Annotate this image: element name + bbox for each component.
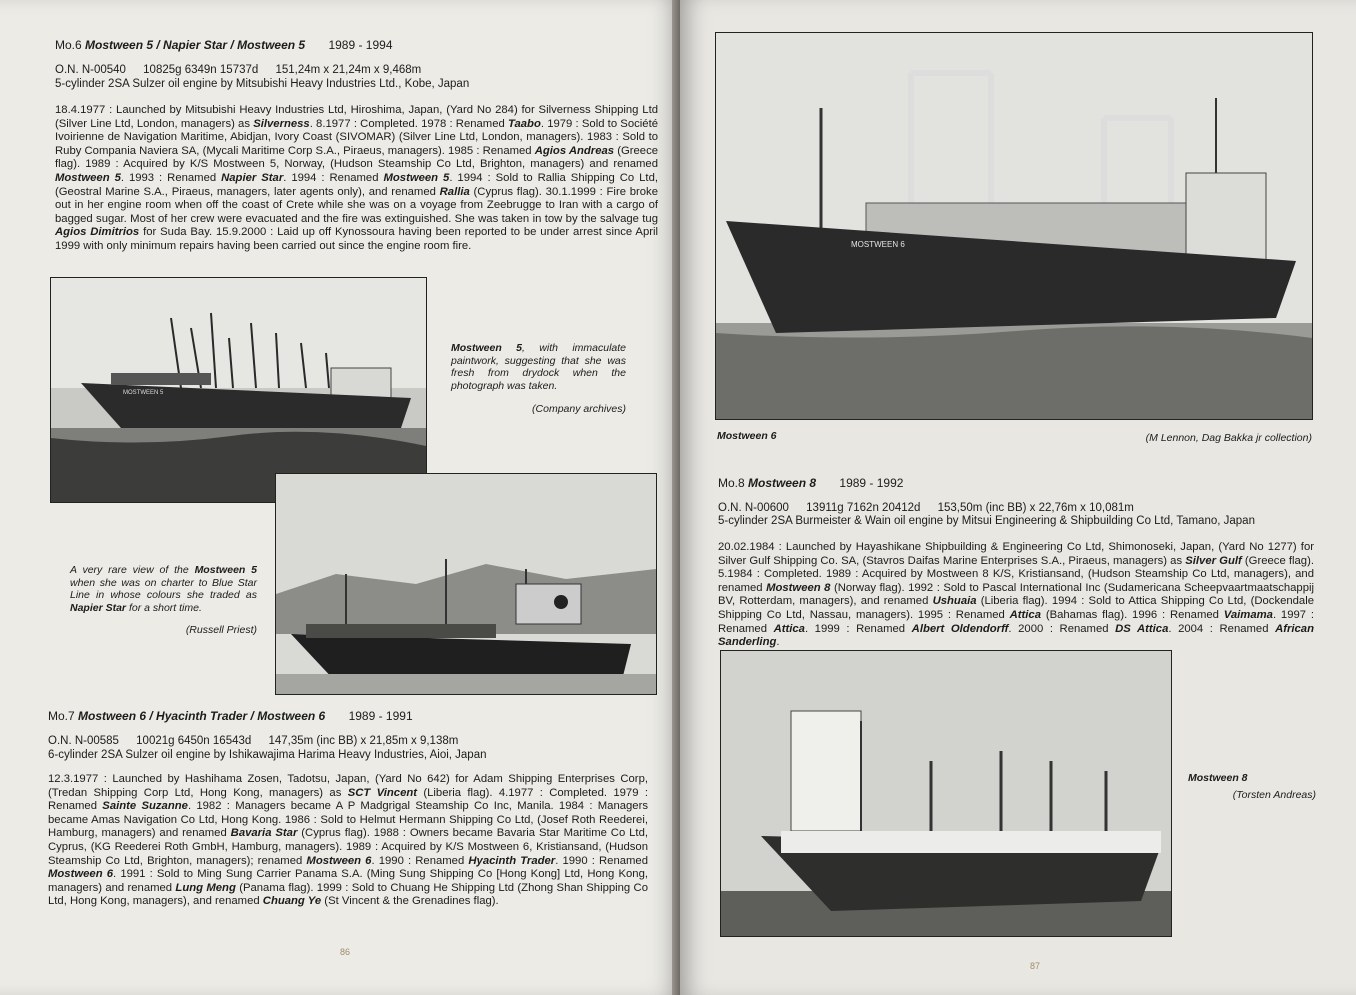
ship-name: Agios Dimitrios bbox=[55, 226, 140, 239]
ship-name: DS Attica bbox=[1115, 622, 1169, 635]
ship-name: Silverness bbox=[253, 117, 310, 130]
entry-heading-mo6 bbox=[55, 38, 393, 52]
dimensions: 153,50m (inc BB) x 22,76m x 10,081m bbox=[937, 502, 1134, 514]
photo4-credit: (Torsten Andreas) bbox=[1232, 789, 1316, 801]
history-text-mo8: 20.02.1984 : Launched by Hayashikane Shipbuilding & Engineering Co Ltd, Shimonoseki, Japan, (Yard No 1277) for Silver Gulf Shipping Co. SA, (Stavros Daifas Marine Enterprises S.A., Piraeus, managers) as Silver Gulf (Greece flag). 5.1984 : Completed. 1989 : Acquired by Mostween 8 K/S, Kristiansand, (Hudson Steamship Co Ltd, managers), and renamed Mostween 8 (Norway flag). 1992 : Sold to Pascal International Inc (Sudamericana Scheepvaartmaatschappij BV, Rotterdam, managers), and renamed Ushuaia (Liberia flag). 1994 : Sold to Attica Shipping Co Ltd, (Dockendale Shipping Co Ltd, Nassau, managers). 1995 : Renamed Attica (Bahamas flag). 1996 : Renamed Vaimama. 1997 : Renamed Attica. 1999 : Renamed Albert Oldendorff. 2000 : Renamed DS Attica. 2004 : Renamed African Sanderling. bbox=[718, 541, 1315, 649]
engine-line-mo8: 5-cylinder 2SA Burmeister & Wain oil engine by Mitsui Engineering & Shipbuilding Co Ltd, Tamano, Japan bbox=[718, 515, 1255, 527]
photo2-credit: (Russell Priest) bbox=[185, 624, 257, 636]
ship-name: Mostween 8 bbox=[766, 581, 831, 594]
entry-heading-mo8 bbox=[718, 476, 903, 490]
ship-name: Ushuaia bbox=[932, 595, 977, 608]
hull-name-text: MOSTWEEN 6 bbox=[851, 240, 905, 249]
ship-name: Rallia bbox=[439, 185, 470, 198]
ship-name: Bavaria Star bbox=[230, 827, 298, 840]
photo3-credit: (M Lennon, Dag Bakka jr collection) bbox=[1145, 432, 1312, 444]
ship-name: Albert Oldendorff bbox=[911, 622, 1009, 635]
hull-name-text: MOSTWEEN 5 bbox=[123, 390, 164, 396]
ship-name: Chuang Ye bbox=[262, 895, 322, 908]
entry-years: 1989 - 1994 bbox=[328, 38, 393, 52]
ship-name: Attica bbox=[1009, 608, 1041, 621]
page-number-left: 86 bbox=[340, 947, 351, 957]
photo-mostween-6 bbox=[715, 32, 1313, 420]
photo-napier-star bbox=[275, 473, 657, 695]
ship-name: Mostween 5 bbox=[383, 171, 450, 184]
entry-number: Mo.6 bbox=[55, 38, 82, 52]
ship-name: Silver Gulf bbox=[1185, 554, 1242, 567]
engine-line-mo7: 6-cylinder 2SA Sulzer oil engine by Ishikawajima Harima Heavy Industries, Aioi, Japan bbox=[48, 749, 487, 761]
ship-name: Hyacinth Trader bbox=[468, 854, 556, 867]
photo-mostween-5-port bbox=[50, 277, 427, 503]
photo4-caption: Mostween 8 bbox=[1188, 772, 1248, 784]
right-page bbox=[680, 0, 1356, 995]
ship-name: Attica bbox=[773, 622, 805, 635]
tonnage: 13911g 7162n 20412d bbox=[806, 502, 921, 514]
entry-number: Mo.8 bbox=[718, 476, 745, 490]
ship-name: Agios Andreas bbox=[534, 144, 615, 157]
dimensions: 147,35m (inc BB) x 21,85m x 9,138m bbox=[268, 735, 459, 747]
ship-name: African Sanderling bbox=[718, 622, 1314, 649]
entry-number: Mo.7 bbox=[48, 709, 75, 723]
official-number: O.N. N-00540 bbox=[55, 64, 126, 76]
ship-name: Mostween 5 bbox=[194, 564, 258, 576]
entry-ship-names: Mostween 5 / Napier Star / Mostween 5 bbox=[85, 38, 306, 52]
ship-name: Vaimama bbox=[1223, 608, 1273, 621]
official-number: O.N. N-00585 bbox=[48, 735, 119, 747]
ship-name: Lung Meng bbox=[175, 881, 236, 894]
tonnage: 10825g 6349n 15737d bbox=[143, 64, 259, 76]
entry-ship-names: Mostween 8 bbox=[748, 476, 817, 490]
ship-name: Napier Star bbox=[221, 171, 284, 184]
ship-name: Mostween 6 bbox=[306, 854, 372, 867]
entry-years: 1989 - 1992 bbox=[839, 476, 904, 490]
entry-heading-mo7 bbox=[48, 709, 413, 723]
photo3-caption: Mostween 6 bbox=[717, 430, 777, 442]
official-number: O.N. N-00600 bbox=[718, 502, 789, 514]
tonnage: 10021g 6450n 16543d bbox=[136, 735, 252, 747]
ship-name: Mostween 6 bbox=[48, 868, 114, 881]
photo1-credit: (Company archives) bbox=[532, 403, 626, 415]
entry-particulars-mo6 bbox=[55, 64, 435, 76]
history-text-mo7: 12.3.1977 : Launched by Hashihama Zosen, Tadotsu, Japan, (Yard No 642) for Adam Shipping Enterprises Corp, (Tredan Shipping Corp Ltd, Hong Kong, managers) as SCT Vincent (Liberia flag). 4.1977 : Completed. 1979 : Renamed Sainte Suzanne. 1982 : Managers became A P Madgrigal Steamship Co Inc, Manila. 1984 : Managers became Amas Navigation Co Ltd, Hong Kong. 1986 : Sold to Helmut Hermann Shipping Co Ltd, (Josef Roth Reederei, Hamburg, managers) and renamed Bavaria Star (Cyprus flag). 1988 : Owners became Bavaria Star Maritime Co Ltd, Cyprus, (KG Reederei Roth GmbH, Hamburg, managers). 1989 : Acquired by K/S Mostween 6, Kristiansand, (Hudson Steamship Co Ltd, Brighton, managers); renamed Mostween 6. 1990 : Renamed Hyacinth Trader. 1990 : Renamed Mostween 6. 1991 : Sold to Ming Sung Carrier Panama S.A. (Ming Sung Shipping Co [Hong Kong] Ltd, Hong Kong, managers) and renamed Lung Meng (Panama flag). 1999 : Sold to Chuang He Shipping Ltd (Zhong Shan Shipping Co Ltd, Hong Kong, managers), and renamed Chuang Ye (St Vincent & the Grenadines flag). bbox=[48, 773, 649, 908]
photo2-caption: A very rare view of the Mostween 5 when she was on charter to Blue Star Line in whose colours she traded as Napier Star for a short time. bbox=[70, 564, 258, 614]
ship-name: Sainte Suzanne bbox=[102, 800, 188, 813]
entry-years: 1989 - 1991 bbox=[348, 709, 413, 723]
history-text-mo6: 18.4.1977 : Launched by Mitsubishi Heavy Industries Ltd, Hiroshima, Japan, (Yard No 284) for Silverness Shipping Ltd (Silver Line Ltd, London, managers) as Silverness. 8.1977 : Completed. 1978 : Renamed Taabo. 1979 : Sold to Société Ivoirienne de Navigation Maritime, Abidjan, Ivory Coast (SIVOMAR) (Silver Line Ltd, London, managers). 1983 : Sold to Ruby Compania Naviera SA, (Mycali Maritime Corp S.A., Piraeus, managers). 1985 : Renamed Agios Andreas (Greece flag). 1989 : Acquired by K/S Mostween 5, Norway, (Hudson Steamship Co Ltd, Brighton, managers) and renamed Mostween 5. 1993 : Renamed Napier Star. 1994 : Renamed Mostween 5. 1994 : Sold to Rallia Shipping Co Ltd, (Geostral Marine S.A., Piraeus, managers, later agents only), and renamed Rallia (Cyprus flag). 30.1.1999 : Fire broke out in her engine room when off the coast of Crete while she was on a voyage from Zeebrugge to Iran with a cargo of bagged sugar. Most of her crew were evacuated and the fire was extinguished. She was taken in tow by the salvage tug Agios Dimitrios for Suda Bay. 15.9.2000 : Laid up off Kynossoura having been reported to be under arrest since April 1999 with only minimum repairs having been carried out since the engine room fire. bbox=[55, 104, 659, 252]
dimensions: 151,24m x 21,24m x 9,468m bbox=[275, 64, 422, 76]
ship-name: Napier Star bbox=[70, 601, 127, 614]
ship-name: Mostween 5 bbox=[451, 342, 522, 354]
photo1-caption: Mostween 5, with immaculate paintwork, suggesting that she was fresh from drydock when the photograph was taken. bbox=[451, 342, 627, 392]
ship-name: Mostween 5 bbox=[55, 171, 121, 184]
page-number-right: 87 bbox=[1030, 961, 1041, 971]
ship-name: SCT Vincent bbox=[347, 786, 418, 799]
ship-name: Taabo bbox=[508, 117, 541, 130]
entry-particulars-mo7 bbox=[48, 735, 472, 747]
engine-line-mo6: 5-cylinder 2SA Sulzer oil engine by Mitsubishi Heavy Industries Ltd., Kobe, Japan bbox=[55, 78, 470, 90]
entry-particulars-mo8 bbox=[718, 502, 1148, 514]
entry-ship-names: Mostween 6 / Hyacinth Trader / Mostween 6 bbox=[78, 709, 326, 723]
photo-mostween-8 bbox=[720, 650, 1172, 937]
